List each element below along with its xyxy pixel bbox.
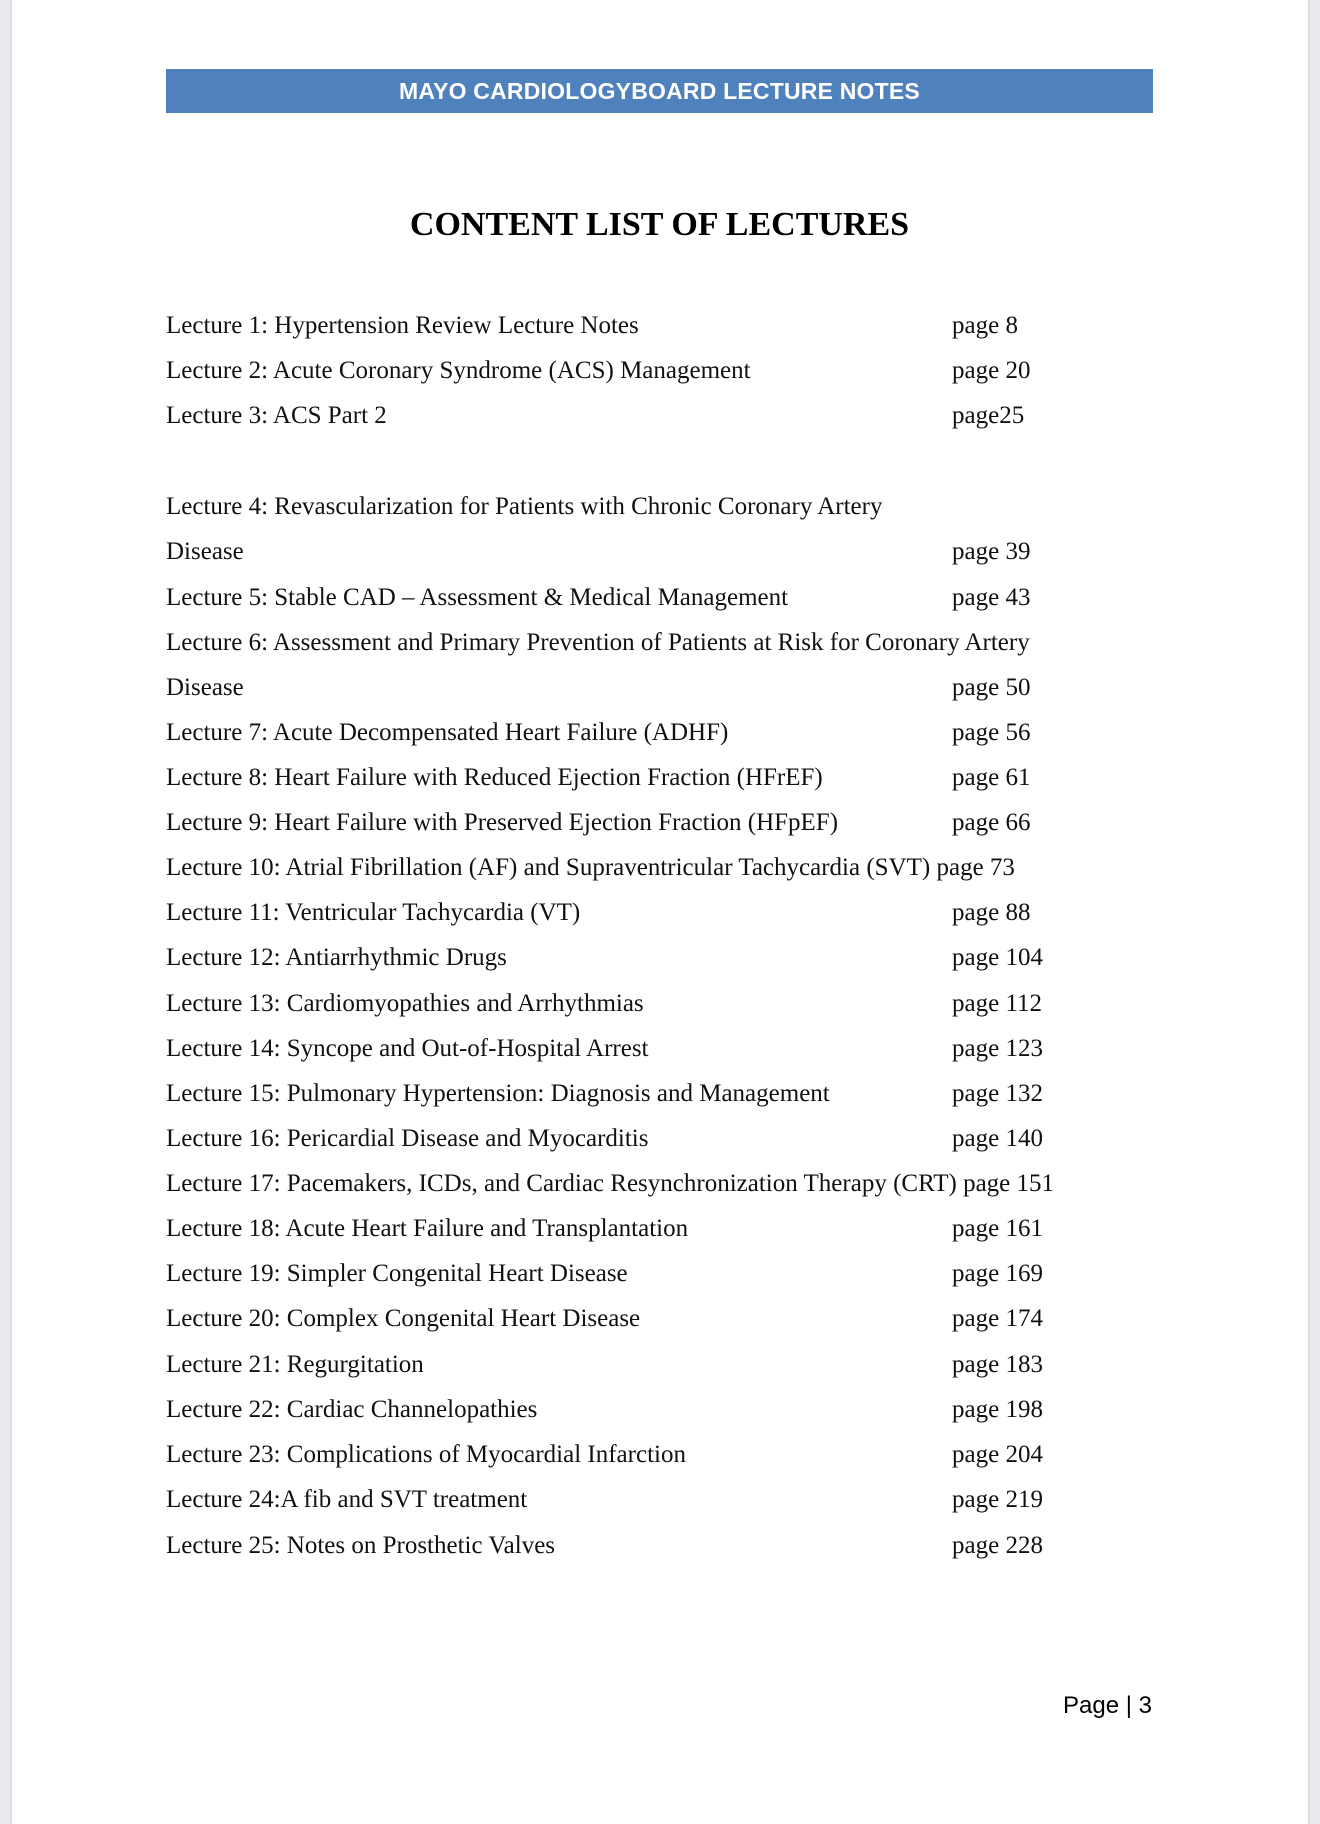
toc-entry-title: Lecture 4: Revascularization for Patients with Chronic Coronary Artery — [166, 493, 883, 520]
toc-entry-page: page 132 — [952, 1080, 1043, 1107]
toc-entry-page: page 183 — [952, 1351, 1043, 1378]
toc-entry — [166, 984, 1166, 1024]
toc-entry — [166, 1029, 1166, 1069]
toc-entry — [166, 1345, 1166, 1385]
toc-entry-title: Lecture 22: Cardiac Channelopathies — [166, 1396, 538, 1423]
header-banner: MAYO CARDIOLOGYBOARD LECTURE NOTES — [166, 69, 1153, 113]
toc-entry-page: page 104 — [952, 944, 1043, 971]
toc-entry-title: Lecture 24:A fib and SVT treatment — [166, 1486, 528, 1513]
toc-entry — [166, 351, 1166, 391]
toc-entry-title: Lecture 7: Acute Decompensated Heart Failure (ADHF) — [166, 719, 729, 746]
toc-entry-title: Lecture 20: Complex Congenital Heart Disease — [166, 1305, 641, 1332]
toc-entry — [166, 487, 1166, 527]
toc-entry-page: page 112 — [952, 990, 1043, 1017]
toc-entry-title: Lecture 10: Atrial Fibrillation (AF) and Supraventricular Tachycardia (SVT) page 73 — [166, 854, 1015, 881]
toc-entry-title: Lecture 1: Hypertension Review Lecture Notes — [166, 312, 639, 339]
toc-entry — [166, 306, 1166, 346]
toc-entry-title: Lecture 21: Regurgitation — [166, 1351, 424, 1378]
toc-entry-continuation — [166, 668, 1166, 708]
toc-entry-page: page 228 — [952, 1532, 1043, 1559]
toc-entry-title: Lecture 23: Complications of Myocardial Infarction — [166, 1441, 686, 1468]
toc-entry-page: page 219 — [952, 1486, 1043, 1513]
toc-entry-page: page 169 — [952, 1260, 1043, 1287]
page-title: CONTENT LIST OF LECTURES — [409, 206, 910, 243]
toc-entry-page: page 204 — [952, 1441, 1043, 1468]
toc-entry-title: Lecture 6: Assessment and Primary Prevention of Patients at Risk for Coronary Artery — [166, 629, 1030, 656]
toc-entry — [166, 623, 1166, 663]
toc-entry — [166, 396, 1166, 436]
toc-entry — [166, 1435, 1166, 1475]
toc-entry-page: page 140 — [952, 1125, 1043, 1152]
document-page — [12, 0, 1308, 1824]
toc-entry-continuation — [166, 532, 1166, 572]
toc-entry-title-continuation: Disease — [166, 674, 244, 701]
toc-entry — [166, 578, 1166, 618]
toc-entry-page: page 88 — [952, 899, 1031, 926]
toc-entry-page: page 161 — [952, 1215, 1043, 1242]
toc-entry-title: Lecture 2: Acute Coronary Syndrome (ACS) Management — [166, 357, 751, 384]
toc-entry-page: page 50 — [952, 674, 1031, 701]
toc-entry-page: page 66 — [952, 809, 1031, 836]
toc-entry-page: page25 — [952, 402, 1025, 429]
toc-entry-page: page 174 — [952, 1305, 1043, 1332]
toc-entry — [166, 1209, 1166, 1249]
toc-entry-page: page 8 — [952, 312, 1018, 339]
toc-entry — [166, 1254, 1166, 1294]
toc-entry — [166, 1480, 1166, 1520]
toc-entry — [166, 938, 1166, 978]
toc-entry-title: Lecture 18: Acute Heart Failure and Transplantation — [166, 1215, 689, 1242]
toc-entry — [166, 848, 1166, 888]
page-number: Page | 3 — [1063, 1692, 1152, 1719]
toc-entry-title: Lecture 11: Ventricular Tachycardia (VT) — [166, 899, 581, 926]
toc-entry-page: page 198 — [952, 1396, 1043, 1423]
toc-entry-title: Lecture 12: Antiarrhythmic Drugs — [166, 944, 507, 971]
toc-entry-title: Lecture 13: Cardiomyopathies and Arrhythmias — [166, 990, 644, 1017]
toc-entry — [166, 1390, 1166, 1430]
toc-entry — [166, 803, 1166, 843]
toc-entry-title: Lecture 3: ACS Part 2 — [166, 402, 387, 429]
toc-entry-title: Lecture 16: Pericardial Disease and Myocarditis — [166, 1125, 649, 1152]
toc-entry — [166, 1526, 1166, 1566]
toc-entry — [166, 1074, 1166, 1114]
toc-entry-title: Lecture 9: Heart Failure with Preserved Ejection Fraction (HFpEF) — [166, 809, 839, 836]
toc-entry-page: page 56 — [952, 719, 1031, 746]
toc-entry-title: Lecture 8: Heart Failure with Reduced Ejection Fraction (HFrEF) — [166, 764, 823, 791]
toc-entry-page: page 123 — [952, 1035, 1043, 1062]
toc-entry-title-continuation: Disease — [166, 538, 244, 565]
toc-entry-title: Lecture 19: Simpler Congenital Heart Disease — [166, 1260, 628, 1287]
toc-entry-title: Lecture 17: Pacemakers, ICDs, and Cardiac Resynchronization Therapy (CRT) page 151 — [166, 1170, 1055, 1197]
toc-entry — [166, 1119, 1166, 1159]
toc-entry — [166, 758, 1166, 798]
toc-entry-page: page 39 — [952, 538, 1031, 565]
toc-entry-title: Lecture 5: Stable CAD – Assessment & Medical Management — [166, 584, 789, 611]
toc-entry-title: Lecture 15: Pulmonary Hypertension: Diagnosis and Management — [166, 1080, 830, 1107]
toc-entry — [166, 713, 1166, 753]
toc-entry-title: Lecture 14: Syncope and Out-of-Hospital Arrest — [166, 1035, 649, 1062]
toc-entry — [166, 1164, 1166, 1204]
toc-entry-title: Lecture 25: Notes on Prosthetic Valves — [166, 1532, 556, 1559]
toc-entry — [166, 1299, 1166, 1339]
toc-entry-page: page 61 — [952, 764, 1031, 791]
toc-entry-page: page 20 — [952, 357, 1031, 384]
toc-entry-page: page 43 — [952, 584, 1031, 611]
toc-entry — [166, 893, 1166, 933]
